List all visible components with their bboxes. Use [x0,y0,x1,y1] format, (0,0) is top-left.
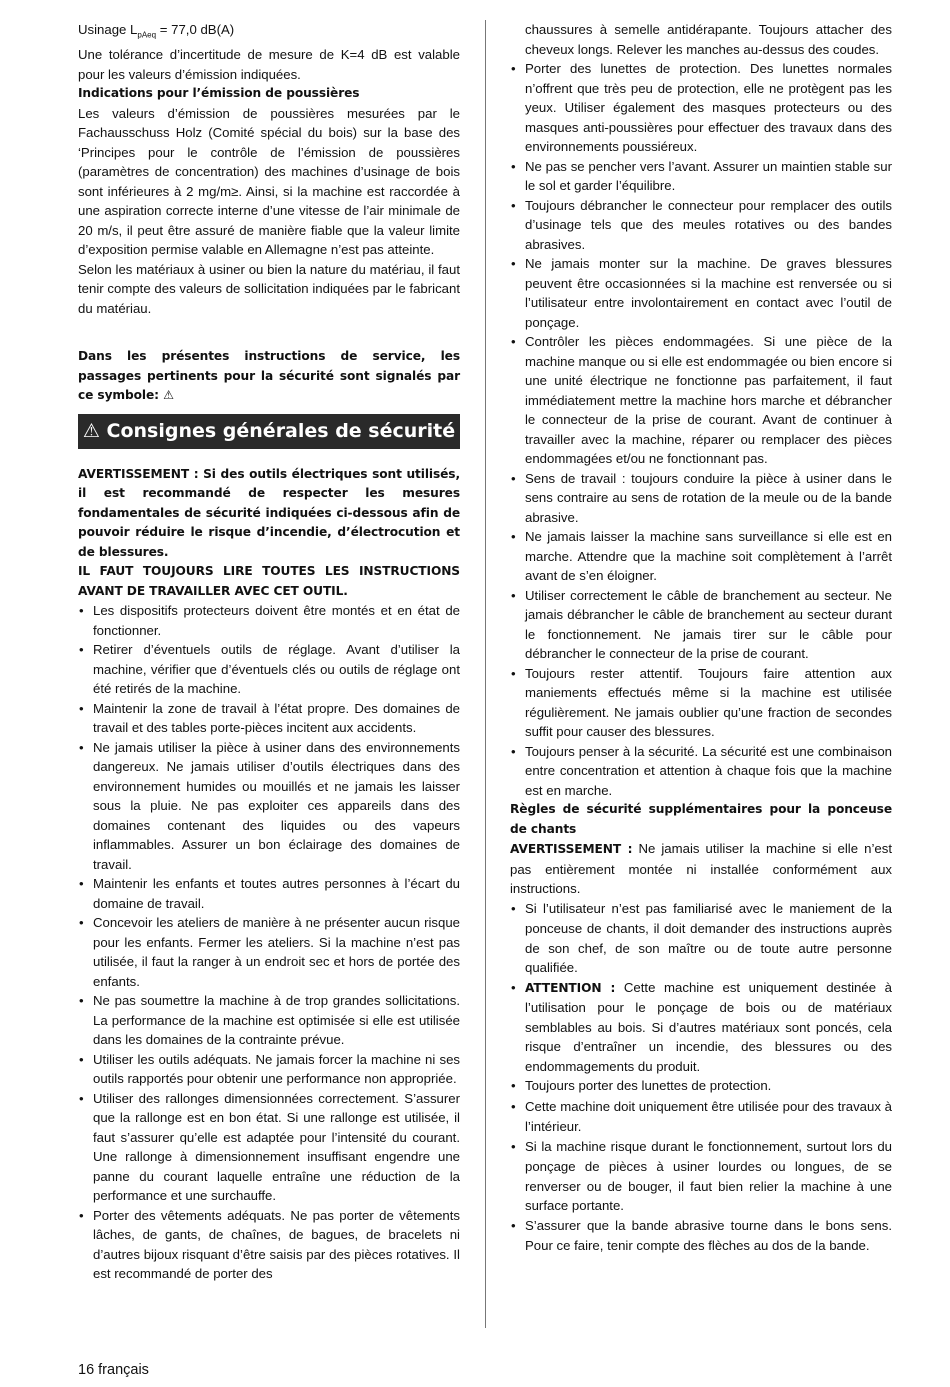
dust-text: Les valeurs d’émission de poussières mesurées par le Fachausschuss Holz (Comité spécial du bois) sur la base des ‘Principes pour le contrôle de l’émission de poussières (paramètres de concentration) des machines d’usinage de bois sont inférieures à 2 mg/m≥. Ainsi, si la machine est raccordée à une aspiration correcte interne d’une vitesse de l’air minimale de 20 m/s, il peut être assuré de manière fiable que la valeur limite d’exposition permise valable en Allemagne n’est pas atteinte. [78,105,460,258]
list-item: • ATTENTION : Cette machine est uniquement destinée à l’utilisation pour le ponçage de bois ou de matériaux semblables au bois. Si d’autres matériaux sont poncés, cela risque d’entraîner un incendie, des blessures ou des endommagements du produit. [510,978,892,1077]
list-item: • Cette machine doit uniquement être utilisée pour des travaux à l’intérieur. [510,1097,892,1137]
list-item: • Si l’utilisateur n’est pas familiarisé avec le maniement de la ponceuse de chants, il doit demander des instructions auprès de son chef, de son maître ou de toute autre personne qualifiée. [510,899,892,978]
list-item: • Maintenir les enfants et toutes autres personnes à l’écart du domaine de travail. [78,874,460,913]
page-footer: 16 français [78,1362,149,1378]
list-item-continuation: chaussures à semelle antidérapante. Toujours attacher des cheveux longs. Relever les manches au-dessus des coudes. [525,22,892,57]
list-item: • Contrôler les pièces endommagées. Si une pièce de la machine manque ou si elle est endommagée ou bien encore si une unité électrique ne fonctionne pas parfaitement, il faut immédiatement mettre la machine hors marche et débrancher le connecteur de la prise de courant. Avant de continuer à travailler avec la machine, réparer ou remplacer des pièces endommagées et/ou ne fonctionnant pas. [510,332,892,469]
list-item: • Toujours porter des lunettes de protection. [510,1076,892,1097]
list-item: • Toujours débrancher le connecteur pour remplacer des outils d’usinage tels que des meules rotatives ou des bandes abrasives. [510,196,892,255]
list-item: • Si la machine risque durant le fonctionnement, surtout lors du ponçage de pièces à usiner lourdes ou longues, de se renverser ou de bouger, il faut bien relier la machine à une surface portante. [510,1137,892,1216]
list-item: • Toujours penser à la sécurité. La sécurité est une combinaison entre concentration et attention à chaque fois que la machine est en marche. [510,742,892,801]
list-item: • Toujours rester attentif. Toujours faire attention aux maniements effectués même si la machine est utilisée régulièrement. Ne jamais oublier qu’une fraction de secondes suffit pour causer des blessures. [510,664,892,742]
material-text: Selon les matériaux à usiner ou bien la nature du matériau, il faut tenir compte des valeurs de sollicitation indiquées par le fabricant du matériau. [78,261,460,316]
spacer [78,318,460,347]
symbol-note: Dans les présentes instructions de service, les passages pertinents pour la sécurité sont signalés par ce symbole: ⚠ [78,349,460,403]
list-item: • Ne pas soumettre la machine à de trop grandes sollicitations. La performance de la machine est optimisée si elle est utilisée dans les domaines de la contrainte prévue. [78,991,460,1050]
list-item: • Ne jamais utiliser la pièce à usiner dans des environnements dangereux. Ne jamais utiliser d’outils électriques dans des environnement humides ou mouillés et ne jamais les laisser sous la pluie. Ne pas exploiter ces appareils dans des domaines contenant des liquides ou des vapeurs inflammables. Assurer un bon éclairage des domaines de travail. [78,738,460,875]
list-item: • Ne jamais monter sur la machine. De graves blessures peuvent être occasionnées si la machine est renversée ou si l’utilisateur entre involontairement en contact avec l’outil de ponçage. [510,254,892,332]
tolerance-text: Une tolérance d’incertitude de mesure de K=4 dB est valable pour les valeurs d’émission indiquées. [78,47,460,82]
list-item: • Les dispositifs protecteurs doivent être montés et en état de fonctionner. [78,601,460,640]
noise-measure: Usinage $L_{pAeq} = 77,0$ dB(A) [78,22,235,40]
left-column [78,20,460,1284]
list-item: • Utiliser correctement le câble de branchement au secteur. Ne jamais débrancher le câble de branchement au secteur durant le fonctionnement. Ne jamais tirer sur le câble pour débrancher le connecteur de la prise de courant. [510,586,892,664]
list-item: • Porter des vêtements adéquats. Ne pas porter de vêtements lâches, de gants, de chaînes, de bagues, de bracelets ni d’autres bijoux risquant d’être saisis par des pièces rotatives. Il est recommandé de porter des [78,1206,460,1284]
list-item: • Retirer d’éventuels outils de réglage. Avant d’utiliser la machine, vérifier que d’éventuels clés ou outils de réglage ont été retirés de la machine. [78,640,460,699]
warning-paragraph: AVERTISSEMENT : Si des outils électriques sont utilisés, il est recommandé de respecter les mesures fondamentales de sécurité indiquées ci-dessous afin de pouvoir réduire le risque d’incendie, d’électrocution et de blessures. [78,466,460,559]
right-column [510,20,892,1256]
sander-list [510,899,892,1256]
list-item: • Ne jamais laisser la machine sans surveillance si elle est en marche. Attendre que la machine soit complètement à l’arrêt avant de s’en éloigner. [510,527,892,586]
safety-list-left [78,601,460,1284]
read-instructions-notice: IL FAUT TOUJOURS LIRE TOUTES LES INSTRUCTIONS AVANT DE TRAVAILLER AVEC CET OUTIL. [78,564,460,598]
column-divider [485,20,486,1328]
list-item: • S’assurer que la bande abrasive tourne dans le bons sens. Pour ce faire, tenir compte des flèches au dos de la bande. [510,1216,892,1256]
list-item: • Ne pas se pencher vers l’avant. Assurer un maintien stable sur le sol et garder l’équilibre. [510,157,892,196]
list-item: • Utiliser les outils adéquats. Ne jamais forcer la machine ni ses outils rapportés pour obtenir une performance non appropriée. [78,1050,460,1089]
list-item: • Sens de travail : toujours conduire la pièce à usiner dans le sens contraire au sens de rotation de la meule ou de la bande abrasive. [510,469,892,528]
list-item: • Concevoir les ateliers de manière à ne présenter aucun risque pour les enfants. Fermer les ateliers. Si la machine n’est pas utilisée, il faut la ranger à un endroit sec et hors de portée des enfants. [78,913,460,991]
list-item: • Maintenir la zone de travail à l’état propre. Des domaines de travail et des tables porte-pièces incitent aux accidents. [78,699,460,738]
warning-label: AVERTISSEMENT : [510,842,633,856]
list-item: • Utiliser des rallonges dimensionnées correctement. S’assurer que la rallonge est en bon état. Si une rallonge est utilisée, il faut s’assurer qu’elle est adaptée pour l’intensité du courant. Une rallonge à dimensionnement insuffisant engendre une panne du courant laquelle entraîne une réduction de la performance et une surchauffe. [78,1089,460,1206]
list-item: • Porter des lunettes de protection. Des lunettes normales n’offrent que très peu de protection, elle ne protègent pas les yeux. Utiliser également des masques protecteurs ou des masques anti-poussières pour effectuer des travaux dans des environnements poussiéreux. [510,59,892,157]
sander-warning: AVERTISSEMENT : Ne jamais utiliser la machine si elle n’est pas entièrement montée ni installée conformément aux instructions. [510,841,892,896]
subheading: Règles de sécurité supplémentaires pour la ponceuse de chants [510,802,892,836]
safety-list-right [510,20,892,800]
dust-heading: Indications pour l’émission de poussières [78,86,360,101]
section-banner: ⚠ Consignes générales de sécurité [78,414,460,449]
